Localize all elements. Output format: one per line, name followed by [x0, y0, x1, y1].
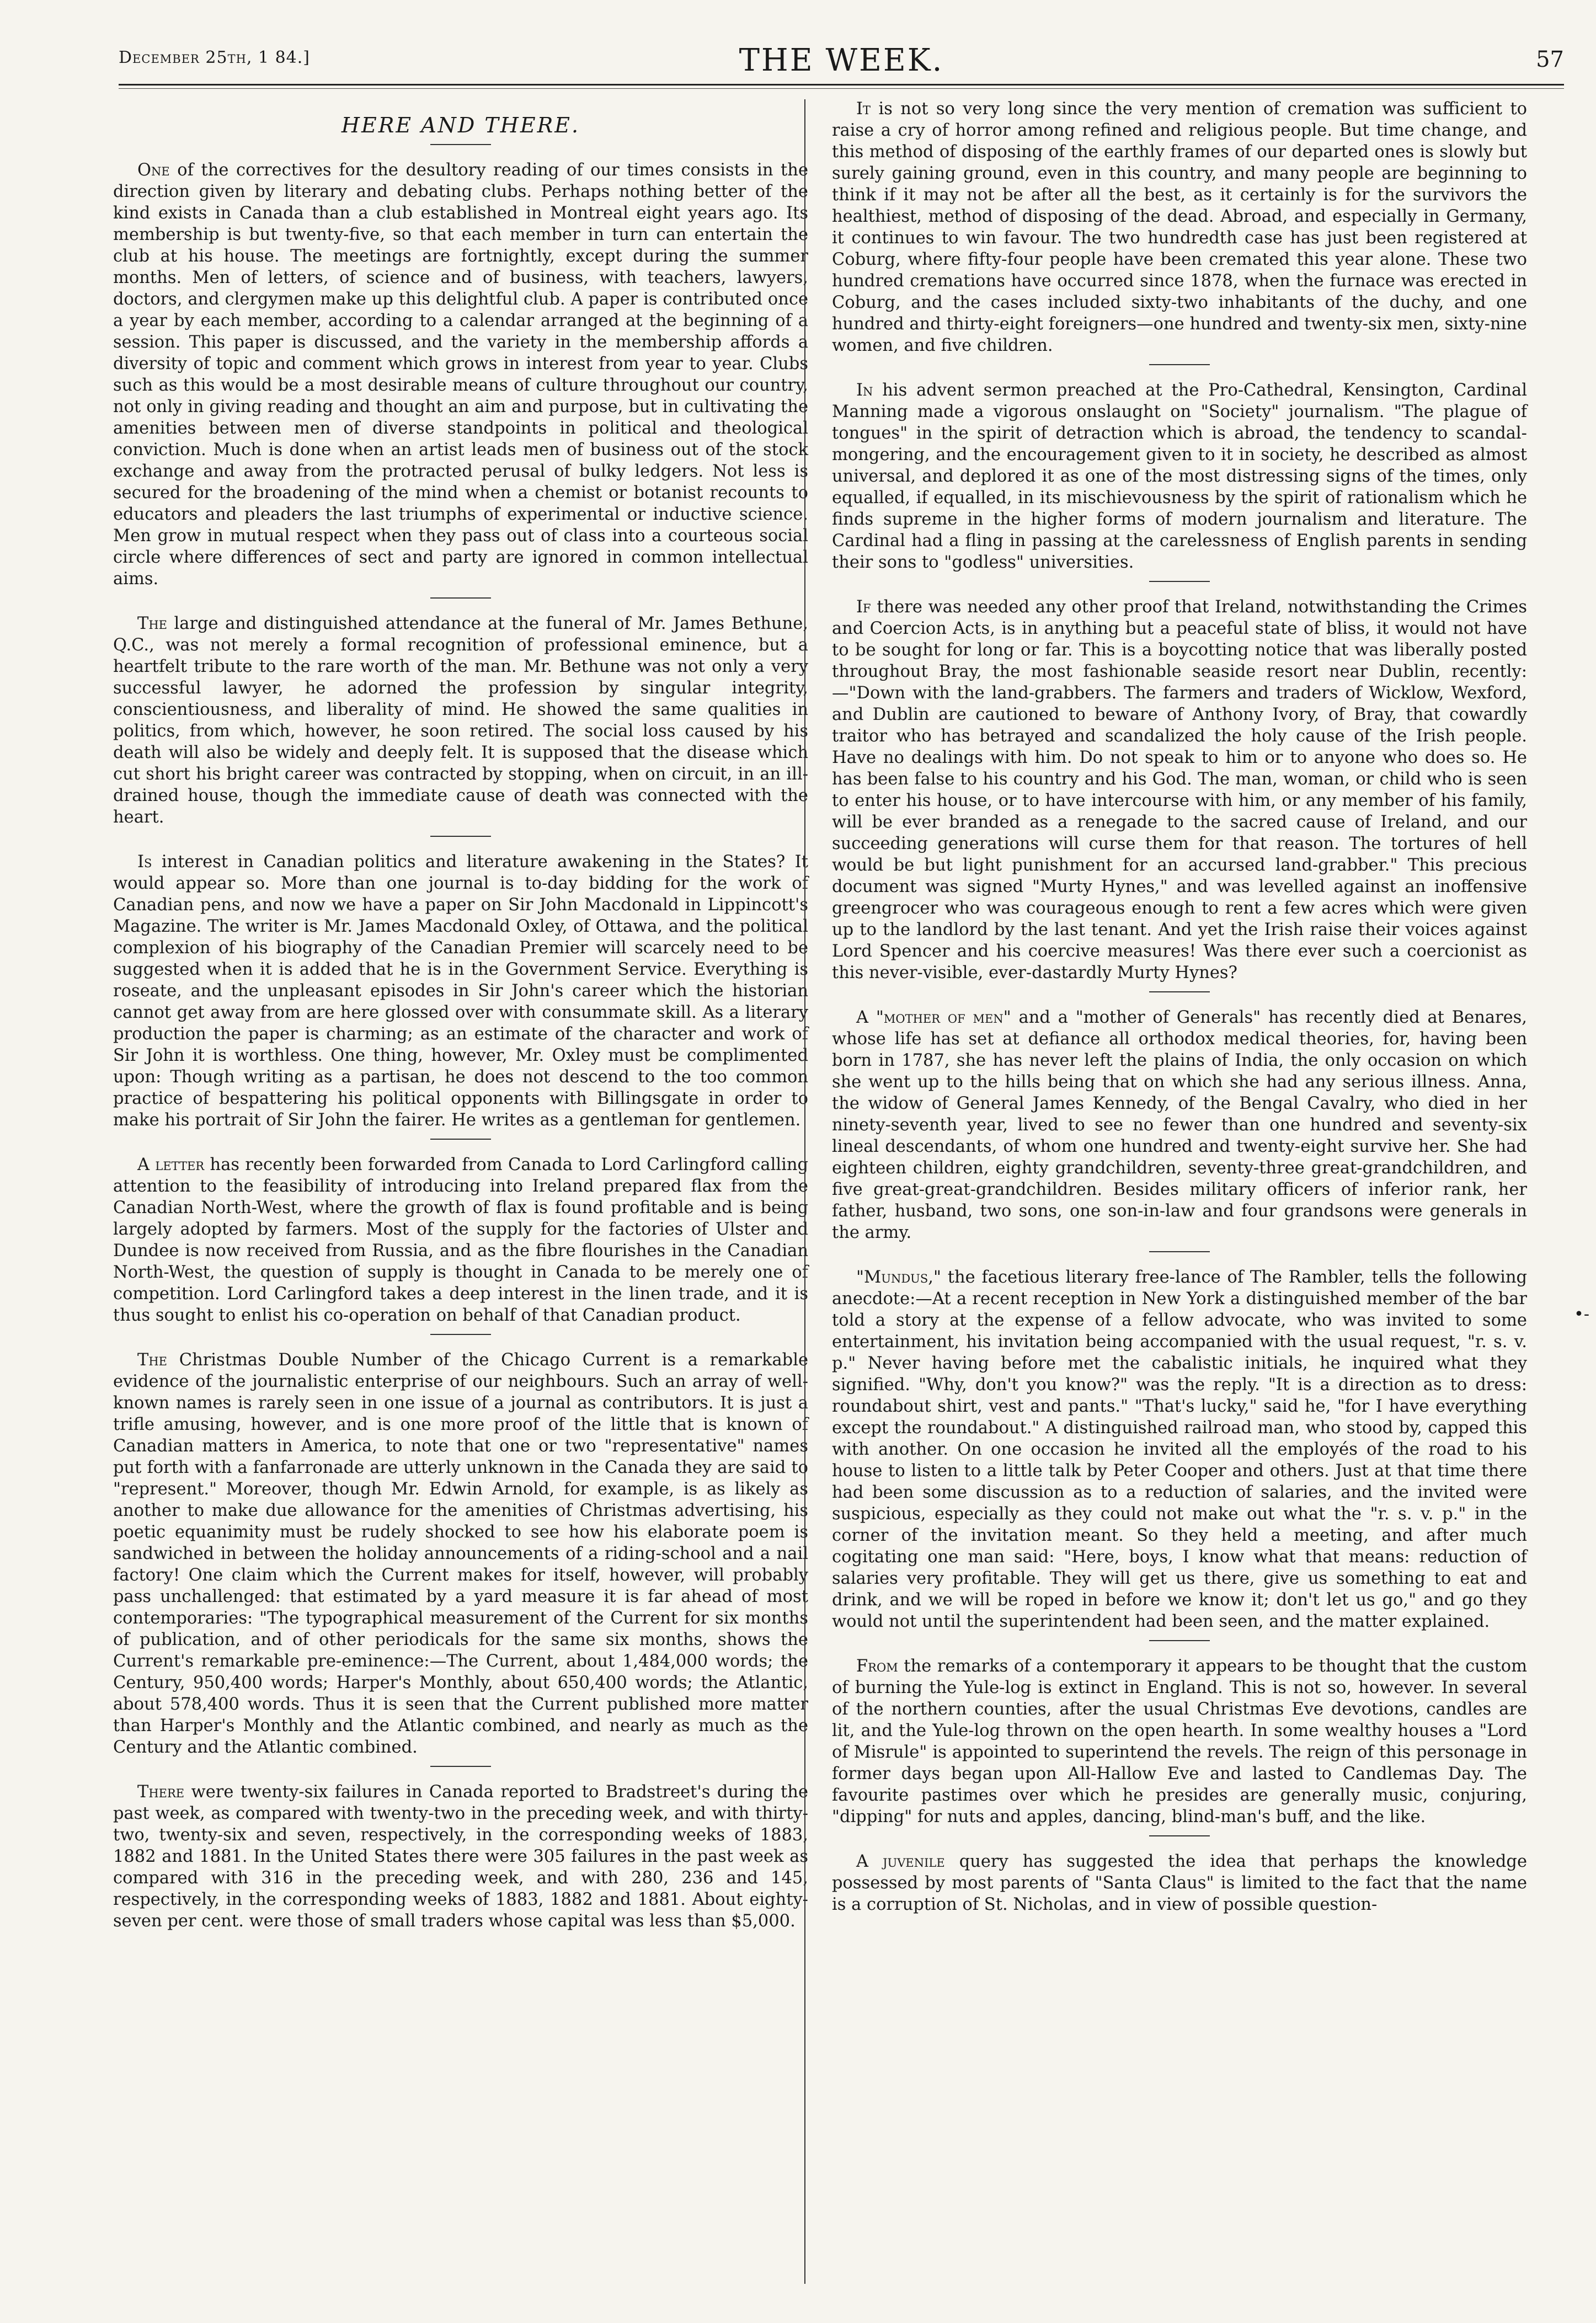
header-rule [119, 84, 1564, 86]
paragraph-rule [1149, 581, 1210, 582]
paragraph-rule [1149, 1251, 1210, 1252]
lead-word: Is [137, 852, 152, 872]
paragraph-yule-log [832, 1656, 1527, 1828]
paragraph-text: has recently been forwarded from Canada to Lord Carlingford calling attention to the feasibility of introducing into Ireland prepared flax from the Canadian North-West, where the growth of flax is found profitable and is being largely adopted by farmers. Most of the supply for the factories of Ulster and Dundee is now received from Russia, and as the fibre flourishes in the Canadian North-West, the question of supply is thought in Canada to be merely one of competition. Lord Carlingford takes a deep interest in the linen trade, and it is thus sought to enlist his co-operation on behalf of that Canadian product. [113, 1155, 809, 1325]
lead-word: In [856, 381, 873, 400]
lead-word: The [137, 614, 167, 633]
lead-word: It [856, 99, 871, 119]
paragraph-text: his advent sermon preached at the Pro-Cathedral, Kensington, Cardinal Manning made a vigorous onslaught on "Society" journalism. "The plague of tongues" in the spirit of detraction which is abroad, the tendency to scandal-mongering, and the encouragement given to it in society, he described as almost universal, and deplored it as one of the most distressing signs of the times, only equalled, if equalled, in its mischievousness by the spirit of rationalism which he finds supreme in the higher forms of modern journalism and literature. The Cardinal had a fling in passing at the carelessness of English parents in sending their sons to "godless" universities. [832, 381, 1527, 572]
paragraph-text: query has suggested the idea that perhaps the knowledge possessed by most parents of "Santa Claus" is limited to the fact that the name is a corruption of St. Nicholas, and in view of possible question- [832, 1852, 1528, 1914]
paragraph-rule [430, 1334, 491, 1335]
lead-word: "Mundus," [856, 1268, 941, 1287]
paragraph-text: there was needed any other proof that Ireland, notwithstanding the Crimes and Coercion Acts, is in anything but a peaceful state of bliss, it would not have to be sought for long or far. This is a boycotting notice that was liberally posted throughout Bray, the most fashionable seaside resort near Dublin, recently:—"Down with the land-grabbers. The farmers and traders of Wicklow, Wexford, and Dublin are cautioned to beware of Anthony Ivory, of Bray, that cowardly traitor who has betrayed and scandalized the holy cause of the Irish people. Have no dealings with him. Do not speak to him or to anyone who does so. He has been false to his country and his God. The man, woman, or child who is seen to enter his house, or to have intercourse with him, or any member of his family, will be ever branded as a renegade to the sacred cause of Ireland, and our succeeding generations will curse them for that reason. The tortures of hell would be but light punishment for an accursed land-grabber." This precious document was signed "Murty Hynes," and was levelled against an inoffensive greengrocer who was courageous enough to rent a few acres which were given up to the landlord by the last tenant. And yet the Irish raise their voices against Lord Spencer and his coercive measures! Was there ever such a coercionist as this never-visible, ever-dastardly Murty Hynes? [832, 597, 1527, 982]
paragraph-rule [1149, 991, 1210, 992]
paragraph-rule [430, 836, 491, 837]
paragraph-text: and a "mother of Generals" has recently died at Benares, whose life has set at defiance all orthodox medical theories, for, having been born in 1787, she has never left the plains of India, the only occasion on which she went up to the hills being that on which she had any serious illness. Anna, the widow of General James Kennedy, of the Bengal Cavalry, who died in her ninety-seventh year, lived to see no fewer than one hundred and seventy-six lineal descendants, of whom one hundred and twenty-eight survive her. She had eighteen children, eighty grandchildren, seventy-three great-grandchildren, and five great-great-grandchildren. Besides military officers of inferior rank, her father, husband, two sons, one son-in-law and four grandsons were generals in the army. [832, 1008, 1527, 1242]
paragraph-rule [1149, 1640, 1210, 1641]
paragraph-text: is not so very long since the very mention of cremation was sufficient to raise a cry of horror among refined and religious people. But time change, and this method of disposing of the earthly frames of our departed ones is slowly but surely gaining ground, even in this country, and many people are beginning to think if it may not be after all the best, as it certainly is for the survivors the healthiest, method of disposing of the dead. Abroad, and especially in Germany, it continues to win favour. The two hundredth case has just been registered at Coburg, where fifty-four people have been cremated this year alone. These two hundred cremations have occurred since 1878, when the furnace was erected in Coburg, and the cases included sixty-two inhabitants of the duchy, and one hundred and thirty-eight foreigners—one hundred and twenty-six men, sixty-nine women, and five children. [832, 99, 1527, 355]
margin-mark: •- [1574, 1305, 1589, 1324]
paragraph-text: the remarks of a contemporary it appears to be thought that the custom of burning the Yule-log is extinct in England. This is not so, however. In several of the northern counties, after the usual Christmas Eve devotions, candles are lit, and the Yule-log thrown on the open hearth. In some wealthy houses a "Lord of Misrule" is appointed to superintend the revels. The reign of this personage in former days began upon All-Hallow Eve and lasted to Candlemas Day. The favourite pastimes over which he presides are generally music, conjuring, "dipping" for nuts and apples, dancing, blind-man's buff, and the like. [832, 1657, 1527, 1827]
paragraph-rule [430, 597, 491, 599]
column-divider [804, 99, 805, 2284]
paragraph-cremation [832, 98, 1527, 356]
paragraph-text: interest in Canadian politics and literature awakening in the States? It would appear so. More than one journal is to-day bidding for the work of Canadian pens, and now we have a paper on Sir John Macdonald in Lippincott's Magazine. The writer is Mr. James Macdonald Oxley, of Ottawa, and the political complexion of his biography of the Canadian Premier will scarcely need to be suggested when it is added that he is in the Government Service. Everything is roseate, and the unpleasant episodes in Sir John's career which the historian cannot get away from are here glossed over with consummate skill. As a literary production the paper is charming; as an estimate of the character and work of Sir John it is worthless. One thing, however, Mr. Oxley must be complimented upon: Though writing as a partisan, he does not descend to the too common practice of bespattering his political opponents with Billingsgate in order to make his portrait of Sir John the fairer. He writes as a gentleman for gentlemen. [113, 852, 808, 1130]
issue-date: December 25th, 1 84.] [119, 48, 310, 67]
paragraph-text: Christmas Double Number of the Chicago Current is a remarkable evidence of the journalistic enterprise of our neighbours. Such an array of well-known names is rarely seen in one issue of a journal as contributors. It is just a trifle amusing, however, and is one more proof of the little that is known of Canadian matters in America, to note that one or two "representative" names put forth with a fanfarronade are utterly unknown in the Canada they are said to "represent." Moreover, though Mr. Edwin Arnold, for example, is as likely as another to make due allowance for the amenities of Christmas advertising, his poetic equanimity must be rudely shocked to see how his elaborate poem is sandwiched in between the holiday announcements of a riding-school and a nail factory! One claim which the Current makes for itself, however, will probably pass unchallenged: that estimated by a yard measure it is far ahead of most contemporaries: "The typographical measurement of the Current for six months of publication, and of other periodicals for the same six months, shows the Current's remarkable pre-eminence:—The Current, about 1,484,000 words; the Century, 950,400 words; Harper's Monthly, about 650,400 words; the Atlantic, about 578,400 words. Thus it is seen that the Current published more matter than Harper's Monthly and the Atlantic combined, and nearly as much as the Century and the Atlantic combined. [113, 1350, 808, 1757]
lead-word: A juvenile [856, 1852, 945, 1871]
right-column [832, 98, 1527, 1915]
paragraph-debating-clubs [113, 159, 808, 590]
paragraph-text: were twenty-six failures in Canada reported to Bradstreet's during the past week, as compared with twenty-two in the preceding week, and with thirty-two, twenty-six and seven, respectively, in the corresponding weeks of 1883, 1882 and 1881. In the United States there were 305 failures in the past week as compared with 316 in the preceding week, and with 280, 236 and 145, respectively, in the corresponding weeks of 1883, 1882 and 1881. About eighty-seven per cent. were those of small traders whose capital was less than $5,000. [113, 1782, 808, 1931]
lead-word: One [137, 161, 170, 180]
paragraph-mother-of-men [832, 1007, 1527, 1243]
paragraph-canadian-politics [113, 851, 808, 1131]
section-rule [430, 144, 491, 145]
lead-word: If [856, 597, 871, 617]
paragraph-mundus [832, 1267, 1527, 1632]
page-number: 57 [1536, 47, 1564, 72]
page-header [119, 41, 1564, 80]
paragraph-cardinal-manning [832, 380, 1527, 573]
paragraph-failures [113, 1781, 808, 1932]
paragraph-text: large and distinguished attendance at the funeral of Mr. James Bethune, Q.C., was not merely a formal recognition of professional eminence, but a heartfelt tribute to the rare worth of the man. Mr. Bethune was not only a very successful lawyer, he adorned the profession by singular integrity, conscientiousness, and liberality of mind. He showed the same qualities in politics, from which, however, he soon retired. The social loss caused by his death will also be widely and deeply felt. It is supposed that the disease which cut short his bright career was contracted by stopping, when on circuit, in an ill-drained house, though the immediate cause of death was connected with the heart. [113, 614, 808, 827]
paragraph-rule [1149, 364, 1210, 365]
lead-word: The [137, 1350, 167, 1370]
paragraph-ireland-boycott [832, 596, 1527, 984]
paragraph-text: the facetious literary free-lance of The Rambler, tells the following anecdote:—At a recent reception in New York a distinguished member of the bar told a story at the expense of a fellow advocate, who was invited to some entertainment, his invitation being accompanied with the usual request, "r. s. v. p." Never having before met the cabalistic initials, he inquired what they signified. "Why, don't you know?" was the reply. "It is a direction as to dress: roundabout shirt, vest and pants." "That's lucky," said he, "for I have everything except the roundabout." A distinguished railroad man, who stood by, capped this with another. On one occasion he invited all the employés of the road to his house to listen to a little talk by Peter Cooper and others. Just at that time there had been some discussion as to a reduction of salaries, and the invited were suspicious, especially as they could not make out what the "r. s. v. p." in the corner of the invitation meant. So they held a meeting, and after much cogitating one man said: "Here, boys, I know what that means: reduction of salaries very profitable. They will get us there, give us something to eat and drink, and we will be roped in before we know it; don't let us go," and go they would not until the superintendent had been seen, and the matter explained. [832, 1268, 1527, 1631]
left-column [113, 98, 808, 1932]
section-title: HERE AND THERE. [341, 113, 580, 137]
paragraph-rule [1149, 1835, 1210, 1836]
paragraph-rule [430, 1139, 491, 1140]
masthead-title: THE WEEK. [739, 42, 944, 78]
paragraph-rule [430, 1766, 491, 1767]
lead-word: There [137, 1782, 185, 1802]
lead-word: A letter [137, 1155, 205, 1174]
paragraph-flax [113, 1154, 808, 1326]
header-rule-thin [119, 88, 1564, 89]
lead-word: From [856, 1657, 898, 1676]
paragraph-santa-claus [832, 1851, 1527, 1915]
paragraph-text: of the correctives for the desultory reading of our times consists in the direction given by literary and debating clubs. Perhaps nothing better of the kind exists in Canada than a club established in Montreal eight years ago. Its membership is but twenty-five, so that each member in turn can entertain the club at his house. The meetings are fortnightly, except during the summer months. Men of letters, of science and of business, with teachers, lawyers, doctors, and clergymen make up this delightful club. A paper is contributed once a year by each member, according to a calendar arranged at the beginning of a session. This paper is discussed, and the variety in the membership affords a diversity of topic and comment which grows in interest from year to year. Clubs such as this would be a most desirable means of culture throughout our country, not only in giving reading and thought an aim and purpose, but in cultivating the amenities between men of diverse standpoints in political and theological conviction. Much is done when an artist leads men of business out of the stock exchange and away from the protracted perusal of bulky ledgers. Not less is secured for the broadening of the mind when a chemist or botanist recounts to educators and pleaders the last triumphs of experimental or inductive science. Men grow in mutual respect when they pass out of class into a courteous social circle where differences of sect and party are ignored in common intellectual aims. [113, 161, 808, 589]
paragraph-bethune [113, 613, 808, 828]
paragraph-chicago-current [113, 1349, 808, 1758]
lead-word: A "mother of men" [856, 1008, 1011, 1027]
